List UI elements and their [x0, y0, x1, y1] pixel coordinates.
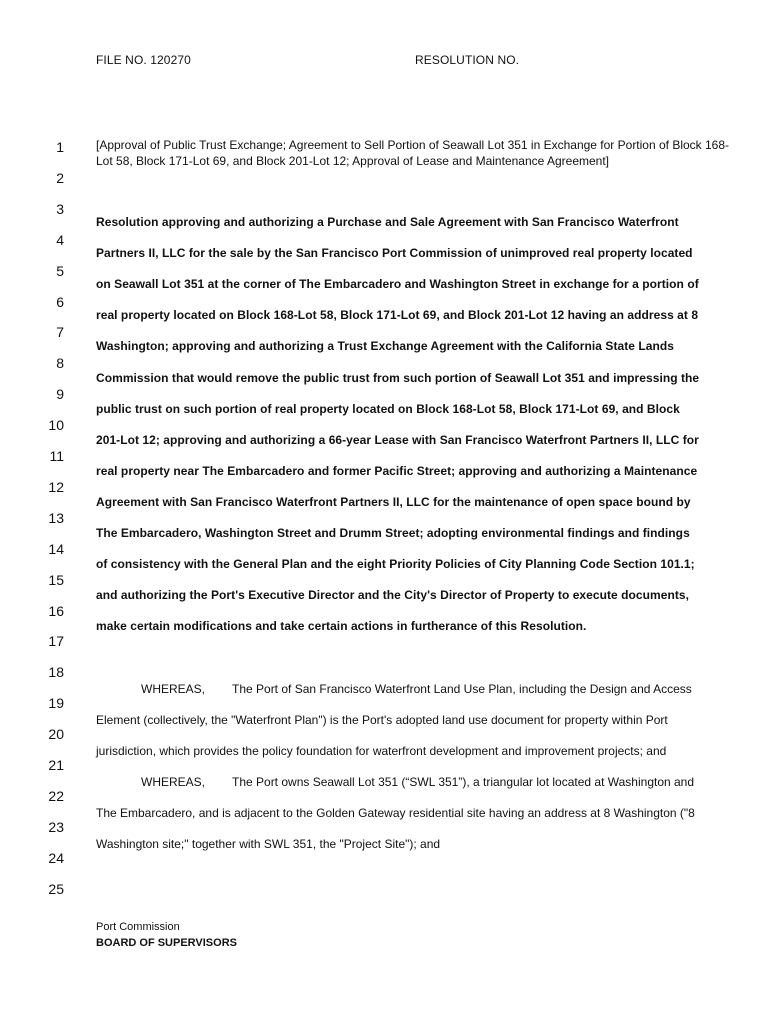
line-number: 24: [48, 849, 64, 866]
line-number: 18: [48, 664, 64, 681]
line-number: 1: [56, 139, 64, 155]
line-number: 25: [48, 880, 64, 897]
line-number: 10: [48, 417, 64, 434]
title-line: on Seawall Lot 351 at the corner of The Embarcadero and Washington Street in exchange for a portion of: [96, 277, 699, 292]
title-line: Resolution approving and authorizing a Purchase and Sale Agreement with San Francisco Waterfront: [96, 215, 679, 229]
title-line: make certain modifications and take certain actions in furtherance of this Resolution.: [96, 619, 587, 634]
line-number: 15: [48, 571, 64, 588]
whereas-clause-1-line-3: jurisdiction, which provides the policy foundation for waterfront development and improvement projects; and: [96, 744, 667, 758]
line-number: 7: [56, 324, 64, 341]
title-line: of consistency with the General Plan and the eight Priority Policies of City Planning Code Section 101.1;: [96, 557, 695, 572]
line-number: 12: [48, 478, 64, 495]
whereas-clause-2-line-2: The Embarcadero, and is adjacent to the Golden Gateway residential site having an address at 8 Washington ("8: [96, 806, 695, 820]
whereas-clause-1-line-2: Element (collectively, the "Waterfront Plan") is the Port's adopted land use document for property within Port: [96, 713, 668, 727]
whereas-text: The Port of San Francisco Waterfront Land Use Plan, including the Design and Access: [232, 682, 692, 696]
file-number: FILE NO. 120270: [96, 53, 191, 67]
whereas-clause-2-line-3: Washington site;" together with SWL 351, the "Project Site"); and: [96, 837, 441, 851]
line-number: 21: [48, 757, 64, 773]
title-line: 201-Lot 12; approving and authorizing a 66-year Lease with San Francisco Waterfront Partners II, LLC for: [96, 432, 699, 447]
line-number: 16: [48, 602, 64, 619]
line-number: 2: [56, 169, 64, 186]
footer-department: Port Commission: [96, 921, 180, 933]
title-line: Agreement with San Francisco Waterfront Partners II, LLC for the maintenance of open space bound by: [96, 494, 691, 509]
line-number: 9: [56, 386, 64, 403]
line-number: 13: [48, 509, 64, 526]
line-number: 11: [49, 448, 64, 464]
line-number: 4: [56, 231, 64, 248]
line-number: 19: [48, 695, 64, 712]
line-number: 6: [56, 293, 64, 310]
resolution-number: RESOLUTION NO.: [415, 53, 520, 67]
line-number: 3: [56, 200, 64, 217]
line-number: 22: [48, 787, 64, 804]
line-number: 8: [56, 355, 64, 372]
title-line: Partners II, LLC for the sale by the San Francisco Port Commission of unimproved real property located: [96, 246, 693, 261]
whereas-text: The Port owns Seawall Lot 351 (“SWL 351”), a triangular lot located at Washington and: [232, 775, 695, 789]
whereas-clause-2-line-1: [96, 775, 694, 789]
title-line: real property located on Block 168-Lot 58, Block 171-Lot 69, and Block 201-Lot 12 having an address at 8: [96, 308, 699, 323]
footer-board: BOARD OF SUPERVISORS: [96, 937, 237, 949]
whereas-clause-1-line-1: [96, 682, 692, 696]
line-number: 14: [48, 540, 64, 557]
resolution-caption: [Approval of Public Trust Exchange; Agreement to Sell Portion of Seawall Lot 351 in Exchange for Portion of Block 168-Lot 58, Block 171-Lot 69, and Block 201-Lot 12; Approval of Lease and Maintenance Agreement]: [96, 138, 730, 168]
title-line: and authorizing the Port's Executive Director and the City's Director of Property to execute documents,: [96, 588, 689, 603]
title-line: real property near The Embarcadero and former Pacific Street; approving and authorizing a Maintenance: [96, 463, 698, 478]
title-line: public trust on such portion of real property located on Block 168-Lot 58, Block 171-Lot 69, and Block: [96, 401, 680, 416]
title-line: The Embarcadero, Washington Street and Drumm Street; adopting environmental findings and findings: [96, 526, 690, 540]
line-number: 23: [48, 818, 64, 835]
title-line: Commission that would remove the public trust from such portion of Seawall Lot 351 and impressing the: [96, 370, 700, 385]
line-number: 20: [48, 726, 64, 743]
whereas-label: WHEREAS,: [141, 775, 206, 789]
line-number: 5: [56, 262, 64, 279]
line-number: 17: [48, 633, 64, 650]
title-line: Washington; approving and authorizing a Trust Exchange Agreement with the California State Lands: [96, 339, 674, 354]
whereas-label: WHEREAS,: [141, 682, 206, 696]
